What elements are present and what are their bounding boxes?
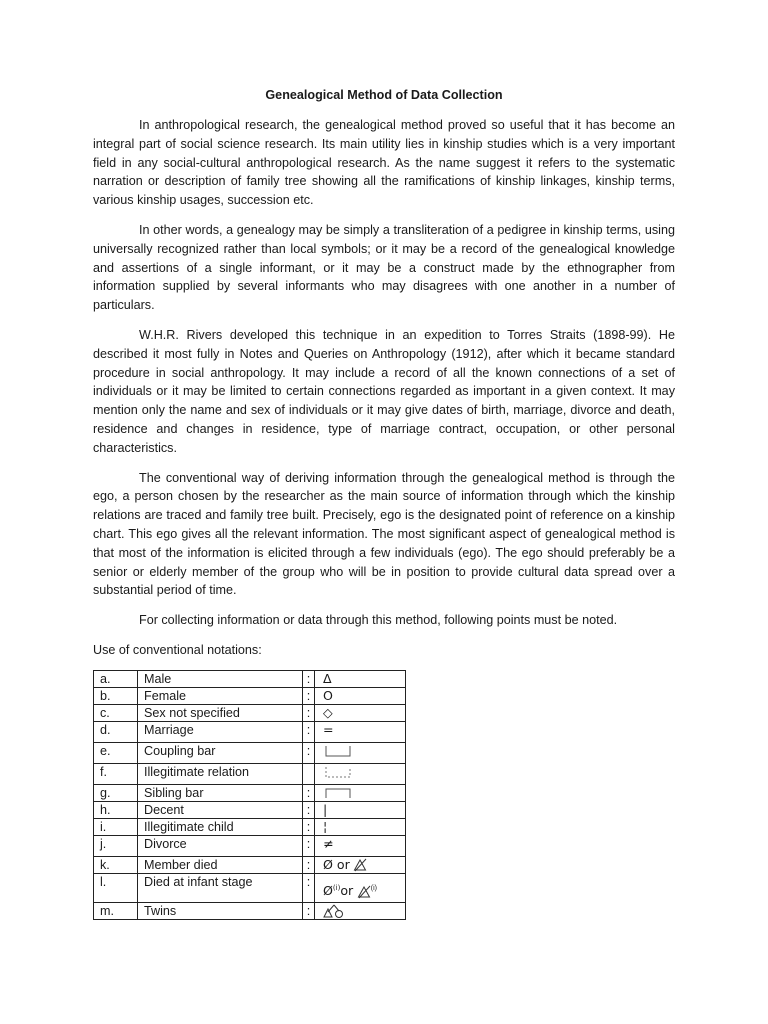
row-letter: a. <box>94 670 138 687</box>
twins-cell <box>315 902 406 919</box>
row-colon: : <box>303 742 315 763</box>
dashed-bar-icon <box>323 765 353 779</box>
infant-death-symbol: $Ø^{(i)}or$ <box>323 882 354 898</box>
row-term: Female <box>138 687 303 704</box>
row-term: Illegitimate child <box>138 818 303 835</box>
row-letter: k. <box>94 856 138 873</box>
row-term: Sibling bar <box>138 784 303 801</box>
row-colon: : <box>303 835 315 856</box>
table-row <box>94 687 406 704</box>
row-colon: : <box>303 704 315 721</box>
dead-male-icon <box>353 858 367 872</box>
table-row <box>94 704 406 721</box>
paragraph-4: The conventional way of deriving information through the genealogical method is through the ego, a person chosen by the researcher as the main source of information through which the kinship relations are traced and family tree built. Precisely, ego is the designated point of reference on a kinship chart. This ego gives all the relevant information. The most significant aspect of genealogical method is that most of the information is elicited through a few individuals (ego). The ego should preferably be a senior or elderly member of the group who will be in position to provide cultural data spread over a substantial period of time. <box>93 470 675 598</box>
row-letter: g. <box>94 784 138 801</box>
document-title: Genealogical Method of Data Collection <box>265 88 503 102</box>
row-letter: b. <box>94 687 138 704</box>
row-letter: e. <box>94 742 138 763</box>
infant-death-cell <box>315 873 406 902</box>
paragraph-2: In other words, a genealogy may be simply a transliteration of a pedigree in kinship terms, using universally recognized rather than local symbols; or it may be a record of the genealogical knowledge and assertions of a single informant, or it may be a construct made by the ethnographer from information supplied by several informants who may disagrees with one another in a number of particulars. <box>93 222 675 313</box>
row-term: Twins <box>138 902 303 919</box>
row-colon <box>303 763 315 784</box>
female-symbol: O <box>315 687 406 704</box>
row-letter: c. <box>94 704 138 721</box>
table-row <box>94 818 406 835</box>
row-letter: i. <box>94 818 138 835</box>
descent-symbol: | <box>315 801 406 818</box>
marriage-symbol: = <box>315 721 406 742</box>
twins-icon <box>323 904 345 918</box>
row-letter: m. <box>94 902 138 919</box>
paragraph-5: For collecting information or data through this method, following points must be noted. <box>139 613 618 628</box>
member-died-symbol: Ø or <box>323 856 350 872</box>
table-row <box>94 801 406 818</box>
table-row <box>94 835 406 856</box>
infant-marker: (i) <box>370 884 377 892</box>
row-term: Divorce <box>138 835 303 856</box>
row-colon: : <box>303 873 315 902</box>
row-letter: h. <box>94 801 138 818</box>
notation-heading: Use of conventional notations: <box>93 642 262 657</box>
illegitimate-relation-cell <box>315 763 406 784</box>
row-term: Illegitimate relation <box>138 763 303 784</box>
row-letter: l. <box>94 873 138 902</box>
row-colon: : <box>303 818 315 835</box>
row-letter: d. <box>94 721 138 742</box>
row-term: Decent <box>138 801 303 818</box>
row-colon: : <box>303 721 315 742</box>
row-term: Male <box>138 670 303 687</box>
notation-table <box>93 670 406 920</box>
row-term: Sex not specified <box>138 704 303 721</box>
row-letter: j. <box>94 835 138 856</box>
divorce-symbol: ≠ <box>315 835 406 856</box>
paragraph-1: In anthropological research, the genealogical method proved so useful that it has become an integral part of social science research. Its main utility lies in kinship studies which is a very important field in any social-cultural anthropological research. As the name suggest it refers to the systematic narration or description of family tree showing all the ramifications of kinship linkages, kinship terms, various kinship usages, succession etc. <box>93 118 675 208</box>
table-row <box>94 873 406 902</box>
row-colon: : <box>303 687 315 704</box>
member-died-cell <box>315 856 406 873</box>
coupling-bar-cell <box>315 742 406 763</box>
table-row <box>94 856 406 873</box>
male-symbol: Δ <box>315 670 406 687</box>
table-row <box>94 763 406 784</box>
table-row <box>94 670 406 687</box>
table-row <box>94 784 406 801</box>
row-colon: : <box>303 784 315 801</box>
table-row <box>94 721 406 742</box>
sex-unspecified-symbol: ◇ <box>315 704 406 721</box>
row-term: Marriage <box>138 721 303 742</box>
document-page <box>93 86 675 920</box>
row-colon: : <box>303 856 315 873</box>
illegitimate-child-symbol: ¦ <box>315 818 406 835</box>
paragraph-3: W.H.R. Rivers developed this technique in an expedition to Torres Straits (1898-99). He described it most fully in Notes and Queries on Anthropology (1912), after which it became standard procedure in social anthropology. It may include a record of all the known connections of a set of individuals or it may be limited to certain connections regarded as important in a given context. It may mention only the name and sex of individuals or it may give dates of birth, marriage, divorce and death, residence and changes in residence, type of marriage contract, occupation, or other personal characteristics. <box>93 327 675 455</box>
table-row <box>94 742 406 763</box>
table-row <box>94 902 406 919</box>
row-term: Died at infant stage <box>138 873 303 902</box>
dead-infant-male-icon <box>357 885 371 899</box>
row-term: Member died <box>138 856 303 873</box>
row-colon: : <box>303 902 315 919</box>
row-colon: : <box>303 670 315 687</box>
row-colon: : <box>303 801 315 818</box>
infant-marker: (i) <box>332 883 341 892</box>
or-text: or <box>340 882 354 898</box>
sibling-bar-cell <box>315 784 406 801</box>
coupling-bar-icon <box>323 744 353 758</box>
row-letter: f. <box>94 763 138 784</box>
sibling-bar-icon <box>323 786 353 800</box>
row-term: Coupling bar <box>138 742 303 763</box>
